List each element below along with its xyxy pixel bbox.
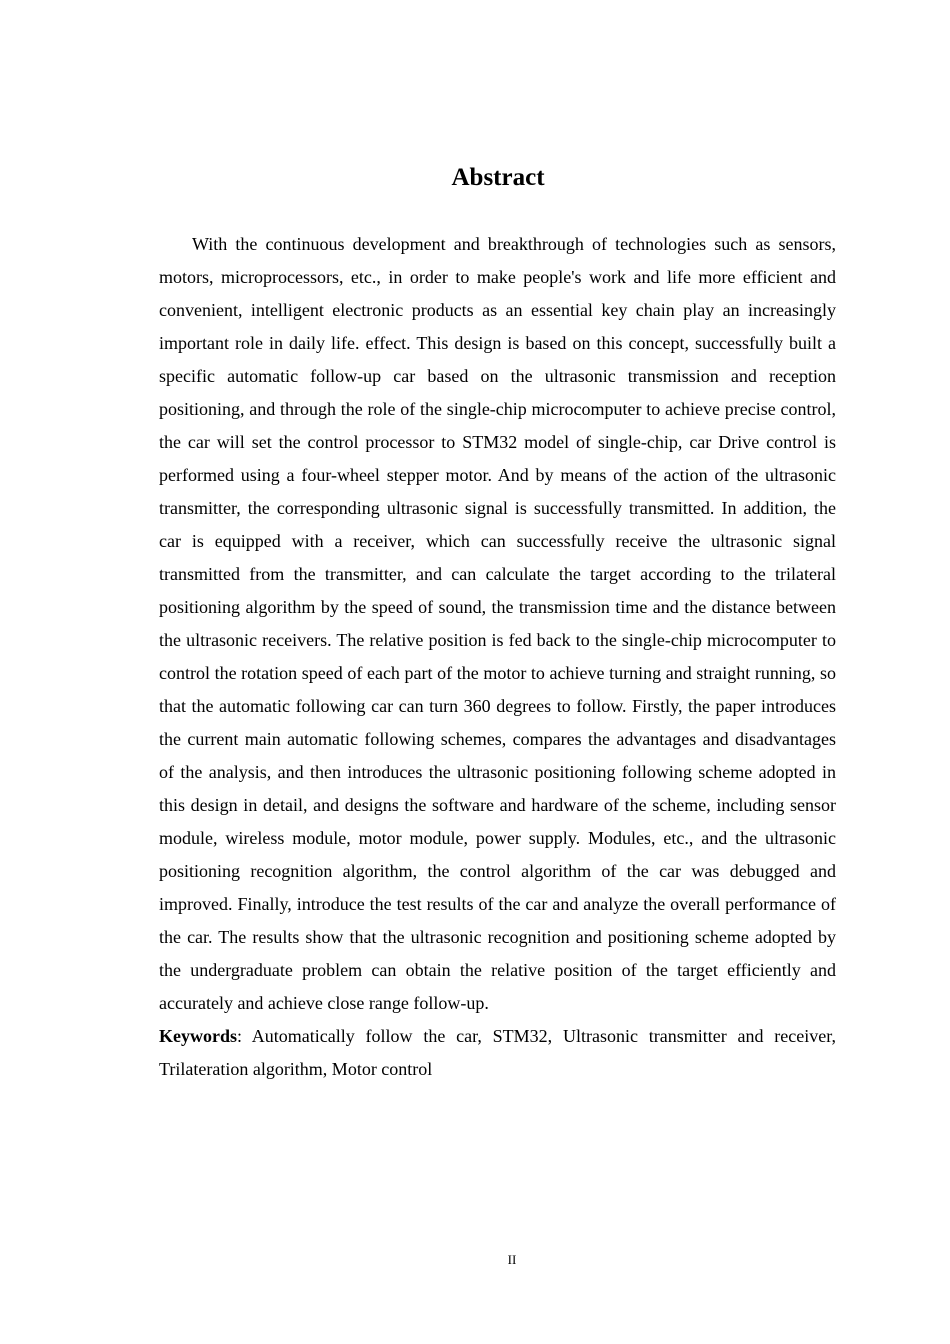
page-number: II: [507, 1252, 517, 1267]
keywords-paragraph: [159, 1020, 836, 1086]
abstract-paragraph: With the continuous development and breakthrough of technologies such as sensors, motors, microprocessors, etc., in order to make people's work and life more efficient and convenient, intelligent electronic products as an essential key chain play an increasingly important role in daily life. effect. This design is based on this concept, successfully built a specific automatic follow-up car based on the ultrasonic transmission and reception positioning, and through the role of the single-chip microcomputer to achieve precise control, the car will set the control processor to STM32 model of single-chip, car Drive control is performed using a four-wheel stepper motor. And by means of the action of the ultrasonic transmitter, the corresponding ultrasonic signal is successfully transmitted. In addition, the car is equipped with a receiver, which can successfully receive the ultrasonic signal transmitted from the transmitter, and can calculate the target according to the trilateral positioning algorithm by the speed of sound, the transmission time and the distance between the ultrasonic receivers. The relative position is fed back to the single-chip microcomputer to control the rotation speed of each part of the motor to achieve turning and straight running, so that the automatic following car can turn 360 degrees to follow. Firstly, the paper introduces the current main automatic following schemes, compares the advantages and disadvantages of the analysis, and then introduces the ultrasonic positioning following scheme adopted in this design in detail, and designs the software and hardware of the scheme, including sensor module, wireless module, motor module, power supply. Modules, etc., and the ultrasonic positioning recognition algorithm, the control algorithm of the car was debugged and improved. Finally, introduce the test results of the car and analyze the overall performance of the car. The results show that the ultrasonic recognition and positioning scheme adopted by the undergraduate problem can obtain the relative position of the target efficiently and accurately and achieve close range follow-up.: [159, 234, 836, 1013]
abstract-title: Abstract: [451, 164, 545, 191]
keywords-label: Keywords: [159, 1026, 237, 1046]
keywords-list: : Automatically follow the car, STM32, Ultrasonic transmitter and receiver, Trilateration algorithm, Motor control: [159, 1026, 836, 1079]
abstract-body: [159, 228, 836, 1086]
